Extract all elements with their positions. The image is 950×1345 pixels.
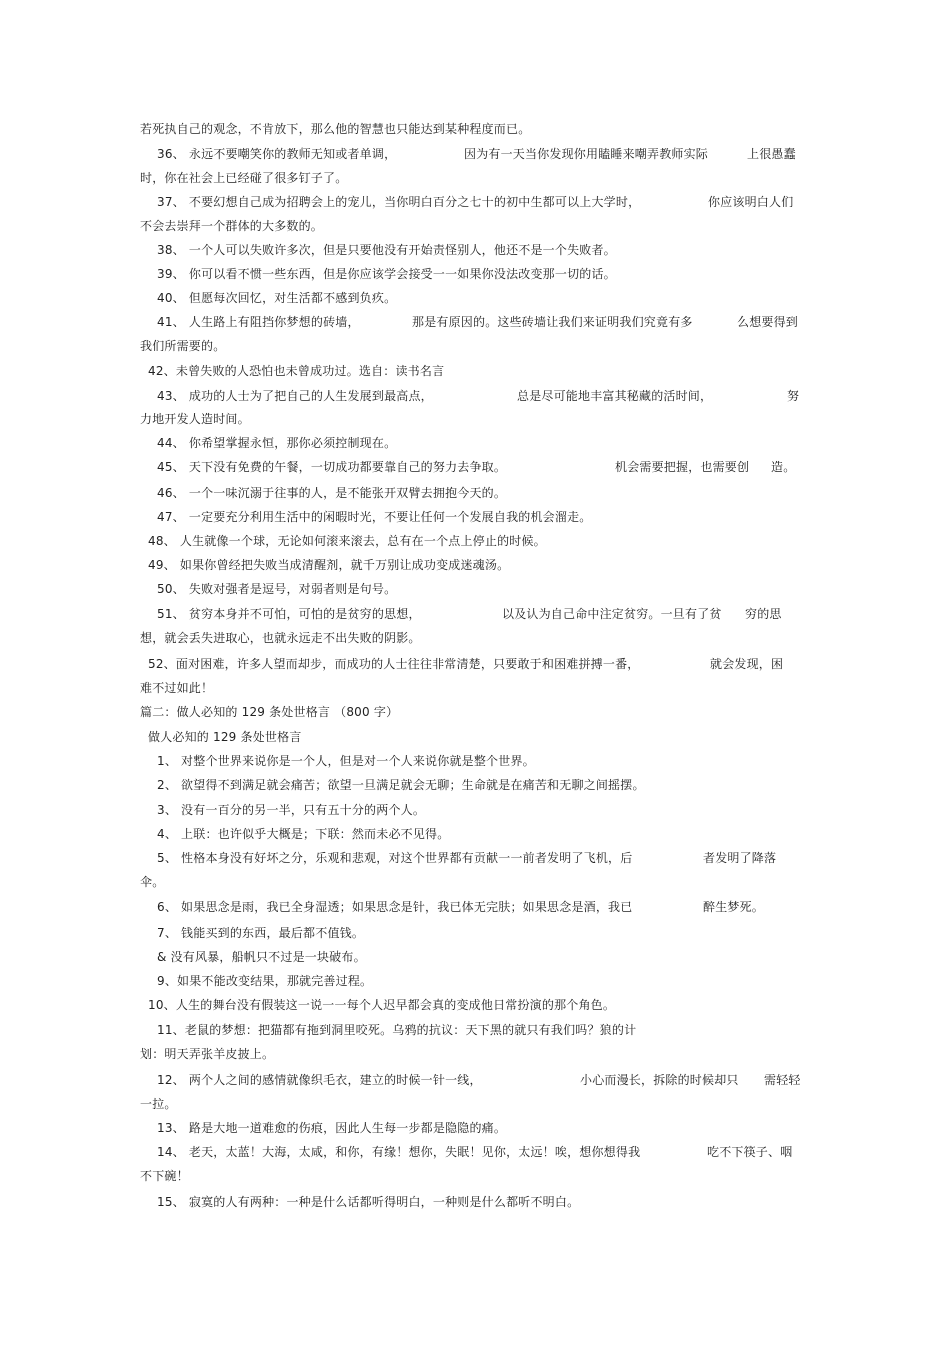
text-segment: 努 bbox=[787, 389, 800, 403]
text-line bbox=[157, 973, 372, 989]
section-subheading bbox=[148, 729, 302, 745]
text-line bbox=[157, 826, 449, 842]
text-line bbox=[157, 753, 535, 769]
text-segment: 我们所需要的。 bbox=[140, 339, 226, 353]
text-line bbox=[140, 338, 225, 354]
text-segment: 做人必知的 129 条处世格言 bbox=[148, 730, 302, 744]
text-segment: 4、 上联：也许似乎大概是；下联：然而未必不见得。 bbox=[157, 827, 450, 841]
text-line bbox=[157, 266, 616, 282]
text-segment: 46、 一个一味沉溺于往事的人，是不能张开双臂去拥抱今天的。 bbox=[157, 486, 507, 500]
text-segment: 11、老鼠的梦想：把猫都有拖到洞里咬死。乌鸦的抗议：天下黑的就只有我们吗？狼的计 bbox=[157, 1023, 637, 1037]
text-segment: 造。 bbox=[771, 460, 796, 474]
text-line bbox=[157, 1194, 579, 1210]
text-line bbox=[157, 435, 396, 451]
text-segment: 不会去崇拜一个群体的大多数的。 bbox=[140, 219, 324, 233]
text-segment: 上很愚蠢 bbox=[747, 147, 796, 161]
text-segment: 52、面对困难，许多人望而却步，而成功的人士往往非常清楚，只要敢于和困难拼搏一番， bbox=[148, 657, 640, 671]
text-segment: 9、如果不能改变结果，那就完善过程。 bbox=[157, 974, 373, 988]
text-segment: 48、 人生就像一个球，无论如何滚来滚去，总有在一个点上停止的时候。 bbox=[148, 534, 546, 548]
text-line bbox=[140, 170, 347, 186]
text-line bbox=[157, 777, 645, 793]
text-segment: 43、 成功的人士为了把自己的人生发展到最高点， bbox=[157, 389, 433, 403]
text-line bbox=[148, 533, 546, 549]
text-segment: 力地开发人造时间。 bbox=[140, 412, 250, 426]
text-segment: 44、 你希望掌握永恒，那你必须控制现在。 bbox=[157, 436, 397, 450]
text-line bbox=[157, 1022, 636, 1038]
text-segment: 想，就会丢失进取心，也就永远走不出失败的阴影。 bbox=[140, 631, 421, 645]
text-segment: 6、 如果思念是雨，我已全身湿透；如果思念是针，我已体无完肤；如果思念是酒，我已 bbox=[157, 900, 633, 914]
text-segment: 以及认为自己命中注定贫穷。一旦有了贫 bbox=[502, 607, 722, 621]
text-line bbox=[140, 121, 530, 137]
text-line bbox=[140, 1046, 274, 1062]
text-segment: 难不过如此！ bbox=[140, 681, 214, 695]
text-segment: 因为有一天当你发现你用瞌睡来嘲弄教师实际 bbox=[464, 147, 709, 161]
text-segment: 者发明了降落 bbox=[703, 851, 777, 865]
text-segment: 10、人生的舞台没有假装这一说一一每个人迟早都会真的变成他日常扮演的那个角色。 bbox=[148, 998, 616, 1012]
text-segment: 时，你在社会上已经碰了很多钉子了。 bbox=[140, 171, 348, 185]
text-line bbox=[140, 874, 164, 890]
text-segment: 1、 对整个世界来说你是一个人，但是对一个人来说你就是整个世界。 bbox=[157, 754, 535, 768]
text-segment: 45、 天下没有免费的午餐，一切成功都要靠自己的努力去争取。 bbox=[157, 460, 507, 474]
text-segment: & 没有风暴，船帆只不过是一块破布。 bbox=[157, 950, 366, 964]
text-segment: 51、 贫穷本身并不可怕，可怕的是贫穷的思想， bbox=[157, 607, 421, 621]
text-line bbox=[140, 411, 250, 427]
text-segment: 么想要得到 bbox=[737, 315, 799, 329]
text-line bbox=[148, 997, 615, 1013]
text-segment: 36、 永远不要嘲笑你的教师无知或者单调， bbox=[157, 147, 397, 161]
text-line bbox=[140, 630, 421, 646]
text-segment: 12、 两个人之间的感情就像织毛衣，建立的时候一针一线， bbox=[157, 1073, 482, 1087]
text-segment: 那是有原因的。这些砖墙让我们来证明我们究竟有多 bbox=[412, 315, 693, 329]
text-segment: 总是尽可能地丰富其秘藏的活时间， bbox=[517, 389, 713, 403]
text-segment: 醉生梦死。 bbox=[703, 900, 765, 914]
text-segment: 40、 但愿每次回忆，对生活都不感到负疚。 bbox=[157, 291, 397, 305]
text-segment: 50、 失败对强者是逗号，对弱者则是句号。 bbox=[157, 582, 397, 596]
text-line bbox=[157, 949, 366, 965]
text-segment: 41、 人生路上有阻挡你梦想的砖墙， bbox=[157, 315, 360, 329]
text-segment: 小心而漫长，拆除的时候却只 bbox=[580, 1073, 739, 1087]
text-line bbox=[140, 1168, 189, 1184]
text-segment: 需轻轻 bbox=[764, 1073, 801, 1087]
text-segment: 不下碗！ bbox=[140, 1169, 189, 1183]
text-segment: 若死执自己的观念，不肯放下，那么他的智慧也只能达到某种程度而已。 bbox=[140, 122, 531, 136]
text-segment: 38、 一个人可以失败许多次，但是只要他没有开始责怪别人，他还不是一个失败者。 bbox=[157, 243, 616, 257]
text-segment: 3、 没有一百分的另一半，只有五十分的两个人。 bbox=[157, 803, 426, 817]
text-segment: 你应该明白人们 bbox=[708, 195, 794, 209]
text-line bbox=[157, 485, 506, 501]
text-segment: 37、 不要幻想自己成为招聘会上的宠儿，当你明白百分之七十的初中生都可以上大学时， bbox=[157, 195, 641, 209]
text-line bbox=[157, 925, 364, 941]
text-segment: 一拉。 bbox=[140, 1097, 177, 1111]
text-line bbox=[157, 509, 592, 525]
text-segment: 7、 钱能买到的东西，最后都不值钱。 bbox=[157, 926, 365, 940]
text-segment: 机会需要把握，也需要创 bbox=[615, 460, 750, 474]
text-segment: 14、 老天，太蓝！大海，太咸，和你，有缘！想你，失眠！见你，太远！唉，想你想得我 bbox=[157, 1145, 641, 1159]
text-segment: 2、 欲望得不到满足就会痛苦；欲望一旦满足就会无聊；生命就是在痛苦和无聊之间摇摆。 bbox=[157, 778, 645, 792]
text-line bbox=[157, 581, 396, 597]
text-segment: 49、 如果你曾经把失败当成清醒剂，就千万别让成功变成迷魂汤。 bbox=[148, 558, 510, 572]
text-line bbox=[157, 290, 396, 306]
text-line bbox=[157, 242, 616, 258]
text-segment: 伞。 bbox=[140, 875, 165, 889]
text-line bbox=[140, 218, 323, 234]
text-segment: 39、 你可以看不惯一些东西，但是你应该学会接受一一如果你没法改变那一切的话。 bbox=[157, 267, 616, 281]
text-segment: 42、未曾失败的人恐怕也未曾成功过。选自：读书名言 bbox=[148, 364, 445, 378]
text-line bbox=[140, 1096, 177, 1112]
text-line bbox=[140, 680, 213, 696]
text-segment: 吃不下筷子、咽 bbox=[707, 1145, 793, 1159]
text-segment: 13、 路是大地一道难愈的伤痕，因此人生每一步都是隐隐的痛。 bbox=[157, 1121, 507, 1135]
text-line bbox=[148, 557, 509, 573]
text-segment: 15、 寂寞的人有两种：一种是什么话都听得明白，一种则是什么都听不明白。 bbox=[157, 1195, 580, 1209]
text-segment: 穷的思 bbox=[745, 607, 782, 621]
text-segment: 5、 性格本身没有好坏之分，乐观和悲观，对这个世界都有贡献一一前者发明了飞机，后 bbox=[157, 851, 633, 865]
text-segment: 就会发现，困 bbox=[710, 657, 784, 671]
text-segment: 划：明天弄张羊皮披上。 bbox=[140, 1047, 275, 1061]
text-line bbox=[148, 363, 444, 379]
text-segment: 47、 一定要充分利用生活中的闲暇时光，不要让任何一个发展自我的机会溜走。 bbox=[157, 510, 592, 524]
text-line bbox=[157, 802, 425, 818]
text-segment: 篇二：做人必知的 129 条处世格言 （800 字） bbox=[140, 705, 399, 719]
section-heading bbox=[140, 704, 398, 720]
text-line bbox=[157, 1120, 506, 1136]
